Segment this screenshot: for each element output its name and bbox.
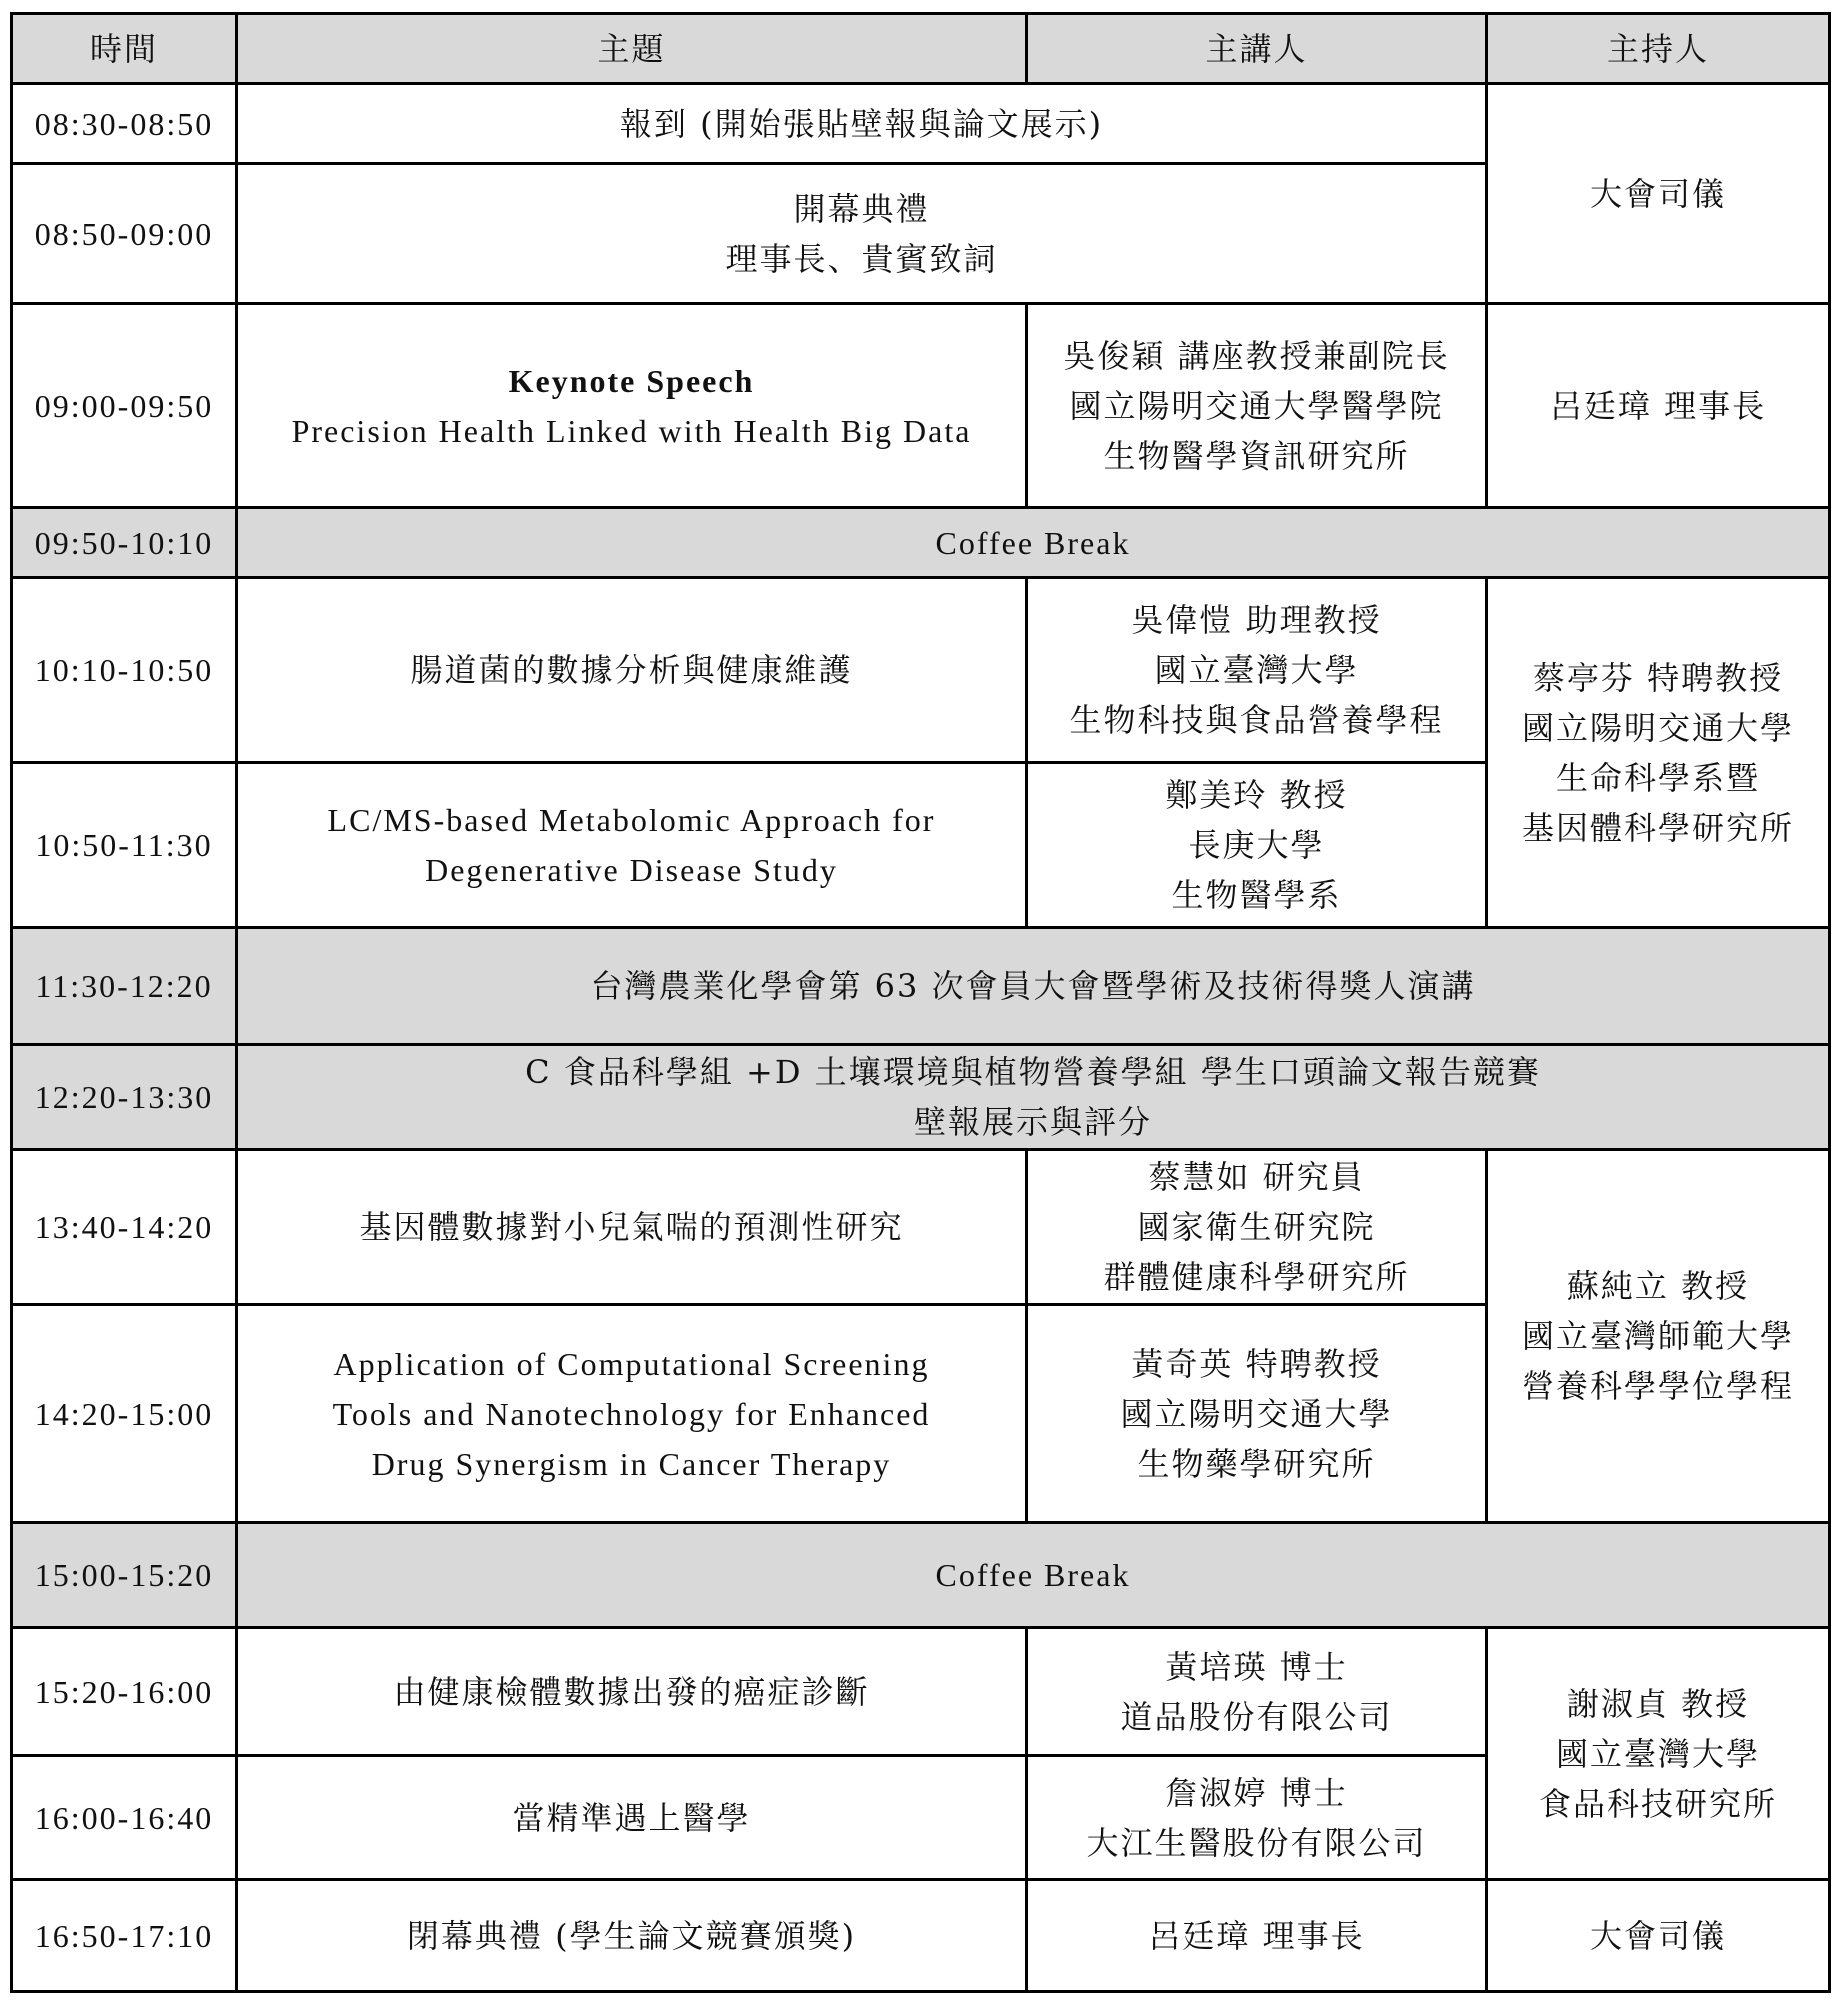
topic-cell: 基因體數據對小兒氣喘的預測性研究 [237, 1150, 1027, 1305]
speaker-line: 吳偉愷 助理教授 [1131, 601, 1382, 639]
topic-cell: 報到 (開始張貼壁報與論文展示) [237, 84, 1487, 164]
host-line: 食品科技研究所 [1538, 1784, 1777, 1823]
speaker-line: 蔡慧如 研究員 [1148, 1158, 1365, 1196]
speaker-line: 吳俊穎 講座教授兼副院長 [1063, 336, 1450, 375]
header-host: 主持人 [1487, 14, 1830, 84]
session-line: 壁報展示與評分 [913, 1103, 1152, 1141]
host-line: 謝淑貞 教授 [1566, 1684, 1750, 1723]
speaker-cell [1027, 1305, 1487, 1523]
table-row [12, 84, 1830, 164]
topic-cell: 當精準遇上醫學 [237, 1756, 1027, 1880]
speaker-cell [1027, 1150, 1487, 1305]
speaker-cell [1027, 763, 1487, 928]
host-cell [1487, 1150, 1830, 1523]
speaker-line: 國家衛生研究院 [1137, 1208, 1376, 1246]
table-row [12, 928, 1830, 1045]
host-cell: 呂廷璋 理事長 [1487, 304, 1830, 508]
table-row [12, 1628, 1830, 1756]
speaker-cell [1027, 1628, 1487, 1756]
session-cell: 台灣農業化學會第 63 次會員大會暨學術及技術得獎人演講 [237, 928, 1830, 1045]
topic-line: Tools and Nanotechnology for Enhanced [332, 1395, 931, 1432]
speaker-line: 生物科技與食品營養學程 [1069, 701, 1444, 739]
speaker-line: 生物醫學資訊研究所 [1103, 436, 1410, 475]
host-cell: 大會司儀 [1487, 84, 1830, 304]
host-line: 國立陽明交通大學 [1521, 708, 1794, 747]
topic-line: Degenerative Disease Study [425, 852, 838, 888]
time-cell: 09:00-09:50 [12, 304, 237, 508]
topic-cell: 閉幕典禮 (學生論文競賽頒獎) [237, 1880, 1027, 1992]
table-row [12, 508, 1830, 578]
topic-cell [237, 763, 1027, 928]
time-cell: 12:20-13:30 [12, 1045, 237, 1150]
host-line: 蘇純立 教授 [1566, 1267, 1750, 1305]
time-cell: 15:00-15:20 [12, 1523, 237, 1628]
session-cell [237, 1045, 1830, 1150]
time-cell: 16:50-17:10 [12, 1880, 237, 1992]
time-cell: 08:50-09:00 [12, 164, 237, 304]
header-topic: 主題 [237, 14, 1027, 84]
time-cell: 08:30-08:50 [12, 84, 237, 164]
topic-cell [237, 164, 1487, 304]
table-row [12, 1880, 1830, 1992]
speaker-cell [1027, 304, 1487, 508]
topic-line: 理事長、貴賓致詞 [725, 239, 998, 278]
host-line: 國立臺灣師範大學 [1521, 1317, 1794, 1355]
topic-line: LC/MS-based Metabolomic Approach for [327, 802, 936, 838]
break-cell: Coffee Break [237, 508, 1830, 578]
speaker-line: 國立臺灣大學 [1154, 651, 1359, 689]
speaker-line: 黃奇英 特聘教授 [1131, 1344, 1382, 1383]
time-cell: 10:10-10:50 [12, 578, 237, 763]
host-line: 基因體科學研究所 [1521, 808, 1794, 847]
header-row [12, 14, 1830, 84]
topic-cell [237, 304, 1027, 508]
keynote-label: Keynote Speech [508, 362, 755, 399]
time-cell: 15:20-16:00 [12, 1628, 237, 1756]
speaker-cell [1027, 578, 1487, 763]
speaker-line: 國立陽明交通大學 [1120, 1394, 1393, 1433]
time-cell: 09:50-10:10 [12, 508, 237, 578]
schedule-container [10, 12, 1828, 1993]
speaker-cell: 呂廷璋 理事長 [1027, 1880, 1487, 1992]
table-row [12, 1045, 1830, 1150]
host-line: 蔡亭芬 特聘教授 [1532, 658, 1784, 697]
speaker-line: 詹淑婷 博士 [1165, 1773, 1348, 1812]
host-line: 生命科學系暨 [1555, 758, 1760, 797]
host-line: 營養科學學位學程 [1521, 1367, 1794, 1405]
topic-line: 開幕典禮 [793, 189, 930, 228]
table-row [12, 578, 1830, 763]
header-speaker: 主講人 [1027, 14, 1487, 84]
speaker-cell [1027, 1756, 1487, 1880]
host-cell [1487, 1628, 1830, 1880]
speaker-line: 大江生醫股份有限公司 [1086, 1823, 1427, 1862]
host-cell: 大會司儀 [1487, 1880, 1830, 1992]
time-cell: 13:40-14:20 [12, 1150, 237, 1305]
speaker-line: 國立陽明交通大學醫學院 [1069, 386, 1444, 425]
break-cell: Coffee Break [237, 1523, 1830, 1628]
time-cell: 16:00-16:40 [12, 1756, 237, 1880]
time-cell: 14:20-15:00 [12, 1305, 237, 1523]
table-row [12, 1150, 1830, 1305]
speaker-line: 生物藥學研究所 [1137, 1444, 1376, 1483]
topic-cell: 腸道菌的數據分析與健康維護 [237, 578, 1027, 763]
topic-line: Application of Computational Screening [333, 1345, 930, 1382]
host-line: 國立臺灣大學 [1555, 1734, 1760, 1773]
time-cell: 10:50-11:30 [12, 763, 237, 928]
topic-cell [237, 1305, 1027, 1523]
speaker-line: 長庚大學 [1188, 826, 1325, 864]
speaker-line: 群體健康科學研究所 [1103, 1258, 1410, 1296]
schedule-table [10, 12, 1831, 1993]
speaker-line: 鄭美玲 教授 [1165, 776, 1348, 814]
header-time: 時間 [12, 14, 237, 84]
host-cell [1487, 578, 1830, 928]
topic-line: Precision Health Linked with Health Big Data [291, 412, 972, 449]
speaker-line: 道品股份有限公司 [1120, 1697, 1393, 1736]
time-cell: 11:30-12:20 [12, 928, 237, 1045]
session-line: C 食品科學組 +D 土壤環境與植物營養學組 學生口頭論文報告競賽 [525, 1053, 1541, 1091]
topic-line: Drug Synergism in Cancer Therapy [371, 1445, 892, 1482]
speaker-line: 生物醫學系 [1171, 876, 1342, 914]
table-row [12, 304, 1830, 508]
table-row [12, 1523, 1830, 1628]
topic-cell: 由健康檢體數據出發的癌症診斷 [237, 1628, 1027, 1756]
speaker-line: 黃培瑛 博士 [1165, 1647, 1348, 1686]
